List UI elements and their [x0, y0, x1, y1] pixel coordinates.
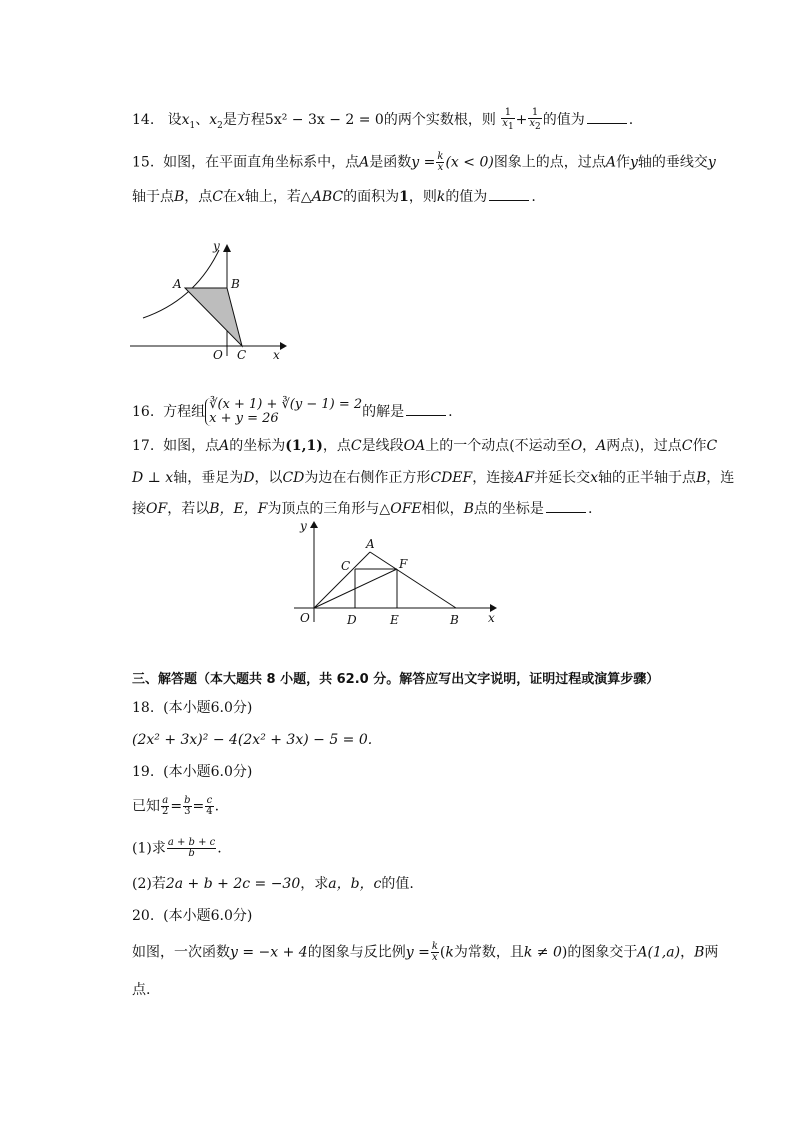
question-15-line-1: 15. 如图，在平面直角坐标系中，点A是函数y = $\frac{k}{x}$ (x < 0)图象上的点，过点A作y轴的垂线交y	[132, 151, 716, 173]
fraction: $\frac{k}{x}$	[437, 151, 444, 173]
answer-blank[interactable]	[587, 109, 627, 124]
label-d: D	[347, 613, 357, 627]
answer-blank[interactable]	[406, 401, 446, 416]
question-17-line-3: 接OF，若以B，E，F为顶点的三角形与△OFE相似，B点的坐标是 .	[132, 498, 592, 519]
section-3-heading: 三、解答题（本大题共 8 小题，共 62.0 分。解答应写出文字说明，证明过程或演算步骤）	[132, 672, 660, 687]
answer-blank[interactable]	[489, 186, 529, 201]
y-axis-arrow	[223, 244, 231, 252]
label-o: O	[213, 348, 223, 362]
question-19-part-1: (1)求 $\frac{a + b + c}{b}$ .	[132, 837, 222, 859]
question-15-line-2: 轴于点B，点C在x轴上，若△ABC的面积为1，则k的值为 .	[132, 186, 536, 207]
label-x: x	[273, 348, 280, 362]
label-y: y	[300, 519, 307, 533]
question-18-equation: (2x² + 3x)² − 4(2x² + 3x) − 5 = 0.	[132, 732, 373, 748]
fraction: $\frac{1}{x_2}$	[529, 107, 541, 132]
label-x: x	[488, 611, 495, 625]
question-17-line-2: D ⊥ x轴，垂足为D，以CD为边在右侧作正方形CDEF，连接AF并延长交x轴的正半轴于点B，连	[132, 470, 735, 486]
x-axis-arrow	[280, 342, 287, 350]
triangle-abc	[185, 288, 242, 346]
fraction: $\frac{1}{x_1}$	[502, 107, 514, 132]
label-e: E	[390, 613, 399, 627]
figure-15	[125, 238, 290, 363]
answer-blank[interactable]	[546, 498, 586, 513]
label-b: B	[231, 277, 240, 291]
figure-17	[290, 518, 505, 630]
equation-system: ∛(x + 1) + ∛(y − 1) = 2 x + y = 26	[205, 398, 362, 426]
question-20-header: 20. (本小题6.0分)	[132, 908, 253, 924]
question-19-given: 已知 $\frac{a}{2}$ = $\frac{b}{3}$ = $\frac{c}{4}$ .	[132, 795, 220, 817]
question-14: 14. 设$x_1$、$x_2$是方程5x² − 3x − 2 = 0的两个实数根，则 $\frac{1}{x_1}$ + $\frac{1}{x_2}$ 的值为 .	[132, 107, 634, 132]
question-16: 16. 方程组 ∛(x + 1) + ∛(y − 1) = 2 x + y = 26 的解是 .	[132, 397, 453, 426]
label-c: C	[237, 348, 247, 362]
label-f: F	[399, 557, 408, 571]
label-a: A	[173, 277, 182, 291]
label-b: B	[450, 613, 459, 627]
segment-ab	[370, 552, 456, 608]
question-20-line-1: 如图，一次函数y = −x + 4的图象与反比例y = $\frac{k}{x}$ (k为常数，且k ≠ 0)的图象交于A(1,a)，B两	[132, 941, 719, 963]
label-a: A	[366, 537, 375, 551]
label-o: O	[300, 611, 310, 625]
label-y: y	[213, 239, 220, 253]
y-axis-arrow	[310, 521, 318, 528]
label-c: C	[341, 559, 351, 573]
question-18-header: 18. (本小题6.0分)	[132, 700, 253, 716]
question-20-line-2: 点.	[132, 982, 151, 998]
question-19-part-2: (2)若2a + b + 2c = −30，求a，b，c的值.	[132, 876, 414, 892]
equation: 5x² − 3x − 2 = 0	[264, 112, 384, 128]
question-17-line-1: 17. 如图，点A的坐标为(1,1)，点C是线段OA上的一个动点(不运动至O，A两点)，过点C作C	[132, 438, 718, 454]
question-19-header: 19. (本小题6.0分)	[132, 764, 253, 780]
